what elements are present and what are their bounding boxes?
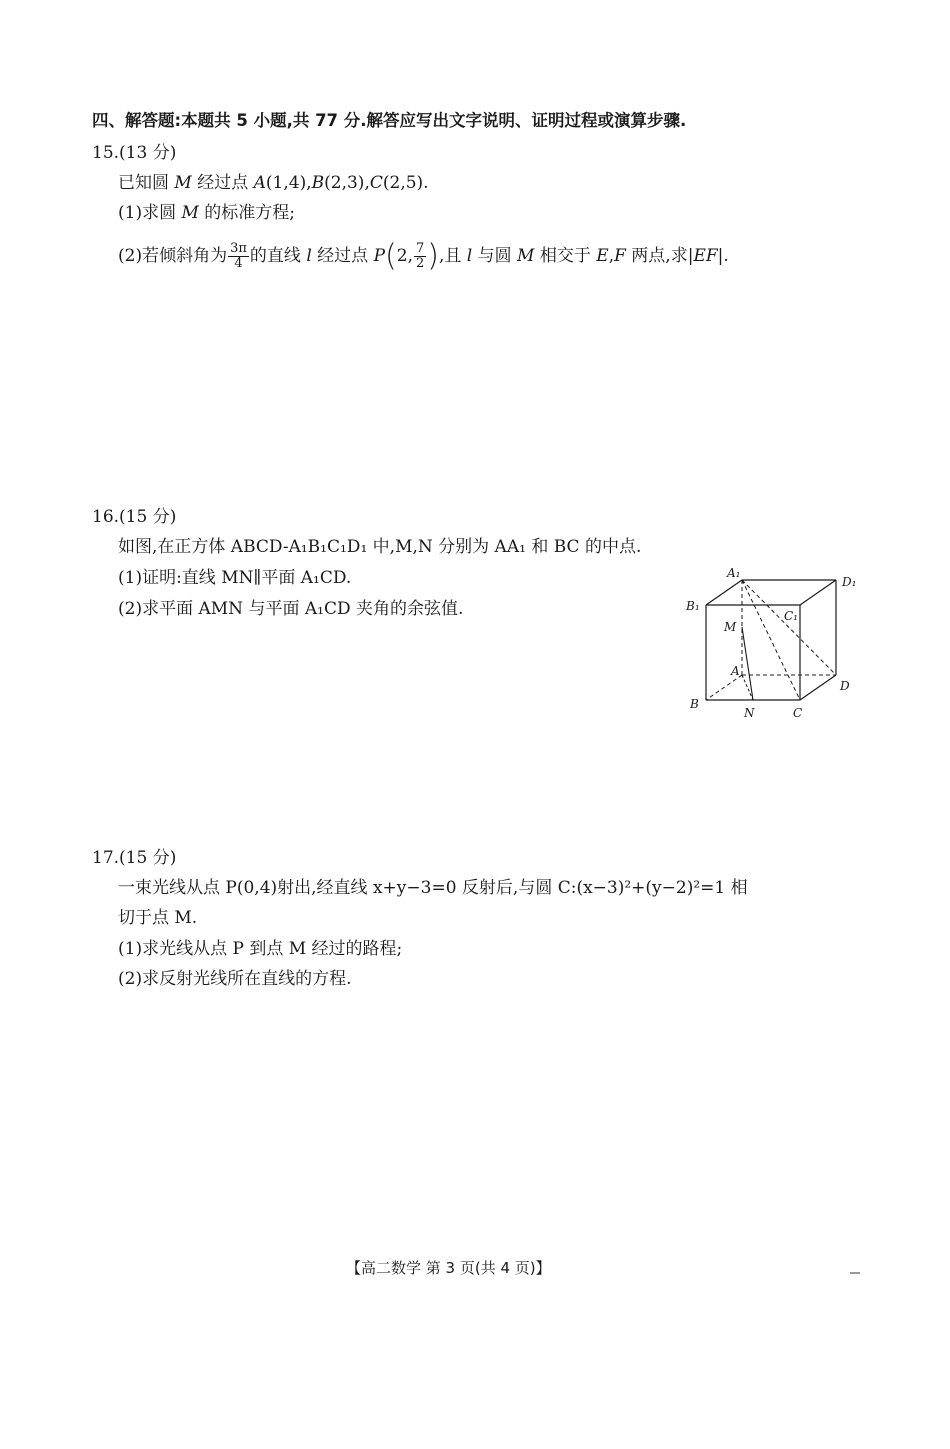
left-paren: ( <box>385 238 397 274</box>
q15-part1 <box>118 202 295 224</box>
var-A: A <box>253 173 266 193</box>
q16-part1: (1)证明:直线 MN∥平面 A₁CD. <box>118 568 352 588</box>
section-title: 四、解答题:本题共 5 小题,共 77 分.解答应写出文字说明、证明过程或演算步骤. <box>92 111 687 130</box>
text-run: 已知圆 <box>118 173 175 193</box>
q16-header: 16.(15 分) <box>92 507 177 527</box>
text-run: (2,3), <box>324 173 370 193</box>
var-P: P <box>373 246 386 266</box>
var-M: M <box>517 246 535 266</box>
right-paren: ) <box>427 238 439 274</box>
cube-figure <box>680 560 870 730</box>
var-M: M <box>174 173 192 193</box>
var-B: B <box>311 173 325 193</box>
fraction-3pi-over-4 <box>228 242 249 271</box>
q15-header: 15.(13 分) <box>92 143 177 163</box>
text-run: ,且 <box>438 246 467 266</box>
q17-part2: (2)求反射光线所在直线的方程. <box>118 969 352 989</box>
edge-C1-D1 <box>800 580 836 605</box>
label-C: C <box>793 706 803 720</box>
scan-speck <box>850 1272 860 1274</box>
page-footer: 【高二数学 第 3 页(共 4 页)】 <box>346 1259 551 1277</box>
var-C: C <box>369 173 383 193</box>
edge-A1-B1 <box>706 580 742 605</box>
text-run: |. <box>717 246 729 266</box>
segment-A1-D-hidden <box>742 580 836 675</box>
edge-C-D <box>800 675 836 700</box>
text-run: 的标准方程; <box>198 203 296 223</box>
var-EF: EF <box>693 246 718 266</box>
text-run: 2, <box>396 246 413 266</box>
text-run: 经过点 <box>191 173 254 193</box>
frac-denominator: 4 <box>234 256 243 271</box>
q17-stem-line2: 切于点 M. <box>118 908 198 928</box>
label-B: B <box>690 697 699 711</box>
text-run: 两点,求| <box>625 246 694 266</box>
q15-stem <box>118 172 429 194</box>
edge-A-B-hidden <box>706 675 742 700</box>
text-run: , <box>608 246 615 266</box>
q17-part1: (1)求光线从点 P 到点 M 经过的路程; <box>118 939 403 959</box>
q17-header: 17.(15 分) <box>92 848 177 868</box>
frac-numerator: 7 <box>415 241 425 256</box>
q16-part2: (2)求平面 AMN 与平面 A₁CD 夹角的余弦值. <box>118 599 464 619</box>
text-run: 相交于 <box>534 246 597 266</box>
var-F: F <box>614 246 626 266</box>
text-run: 的直线 <box>249 246 307 266</box>
text-run: (2,5). <box>382 173 429 193</box>
q15-part2 <box>118 238 729 274</box>
q16-stem: 如图,在正方体 ABCD-A₁B₁C₁D₁ 中,M,N 分别为 AA₁ 和 BC 的中点. <box>118 537 642 557</box>
text-run: (1)求圆 <box>118 203 182 223</box>
segment-M-N <box>742 627 753 700</box>
label-B1: B₁ <box>686 599 700 613</box>
text-run: (2)若倾斜角为 <box>118 246 228 266</box>
var-l: l <box>306 246 312 266</box>
var-E: E <box>596 246 609 266</box>
frac-numerator: 3π <box>230 241 247 256</box>
var-l: l <box>466 246 473 266</box>
fraction-7-over-2 <box>414 242 426 271</box>
label-D1: D₁ <box>842 575 857 589</box>
label-M: M <box>724 620 737 634</box>
text-run: 与圆 <box>472 246 518 266</box>
text-run: (1,4), <box>265 173 312 193</box>
label-N: N <box>744 706 755 720</box>
q17-stem-line1: 一束光线从点 P(0,4)射出,经直线 x+y−3=0 反射后,与圆 C:(x−3)²+(y−2)²=1 相 <box>118 878 748 898</box>
var-M: M <box>181 203 199 223</box>
label-D: D <box>840 679 850 693</box>
frac-denominator: 2 <box>415 256 425 271</box>
label-C1: C₁ <box>784 609 798 623</box>
label-A: A <box>731 664 740 678</box>
text-run: 经过点 <box>311 246 374 266</box>
label-A1: A₁ <box>727 566 741 580</box>
